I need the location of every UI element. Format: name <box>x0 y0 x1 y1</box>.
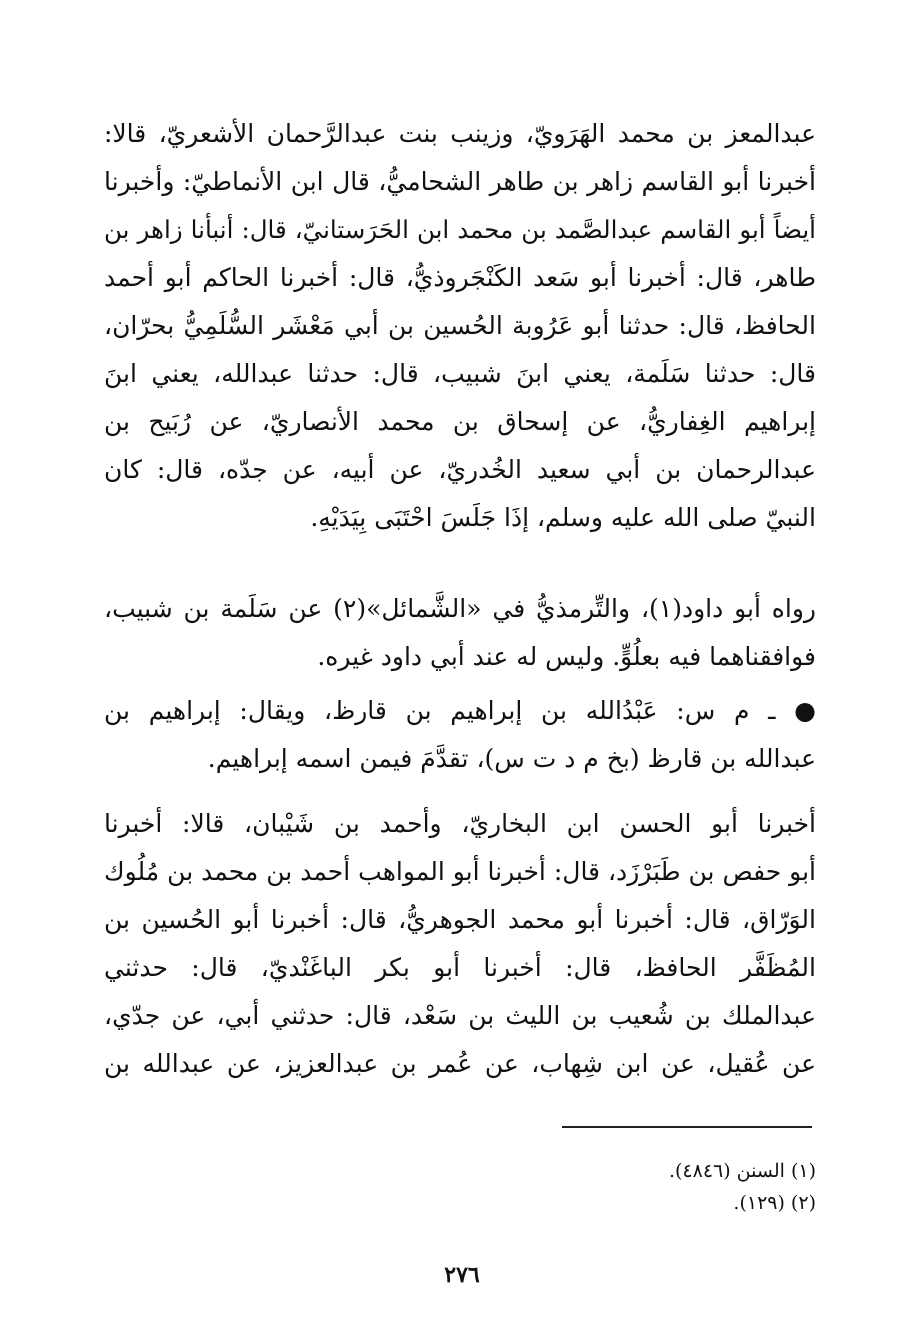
paragraph-isnad-1 <box>104 110 816 542</box>
text-line: فوافقناهما فيه بعلُوٍّ. وليس له عند أبي داود غيره. <box>317 642 816 671</box>
paragraph-takhrij <box>104 585 816 681</box>
text-line: الوَرّاق، قال: أخبرنا أبو محمد الجوهريُّ، قال: أخبرنا أبو الحُسين بن <box>104 905 816 934</box>
text-line: النبيّ صلى الله عليه وسلم، إذَا جَلَسَ احْتَبَى بِيَدَيْهِ. <box>310 503 816 532</box>
text-line: عبدالملك بن شُعيب بن الليث بن سَعْد، قال: حدثني أبي، عن جدّي، <box>104 1001 816 1030</box>
text-line: ● ـ م س: عَبْدُالله بن إبراهيم بن قارظ، ويقال: إبراهيم بن <box>104 696 816 725</box>
footnotes <box>560 1155 816 1219</box>
text-line: عبدالله بن قارظ (بخ م د ت س)، تقدَّمَ فيمن اسمه إبراهيم. <box>207 744 816 773</box>
page-number: ٢٧٦ <box>444 1262 480 1288</box>
text-line: قال: حدثنا سَلَمة، يعني ابنَ شبيب، قال: حدثنا عبدالله، يعني ابنَ <box>104 359 816 388</box>
text-line: أبو حفص بن طَبَرْزَد، قال: أخبرنا أبو المواهب أحمد بن محمد بن مُلُوك <box>104 857 816 886</box>
text-line: أيضاً أبو القاسم عبدالصَّمد بن محمد ابن الحَرَستانيّ، قال: أنبأنا زاهر بن <box>104 215 816 244</box>
text-line: أخبرنا أبو القاسم زاهر بن طاهر الشحاميُّ، قال ابن الأنماطيّ: وأخبرنا <box>104 167 816 196</box>
paragraph-isnad-2 <box>104 800 816 1088</box>
text-line: المُظَفَّر الحافظ، قال: أخبرنا أبو بكر الباغَنْديّ، قال: حدثني <box>104 953 816 982</box>
text-line: طاهر، قال: أخبرنا أبو سَعد الكَنْجَروذيُّ، قال: أخبرنا الحاكم أبو أحمد <box>104 263 816 292</box>
text-line: عبدالمعز بن محمد الهَرَويّ، وزينب بنت عبدالرَّحمان الأشعريّ، قالا: <box>104 119 816 148</box>
paragraph-biography-entry <box>104 687 816 783</box>
text-line: عن عُقيل، عن ابن شِهاب، عن عُمر بن عبدالعزيز، عن عبدالله بن <box>104 1049 816 1078</box>
footnote-2: (٢) (١٢٩). <box>733 1192 816 1214</box>
text-line: الحافظ، قال: حدثنا أبو عَرُوبة الحُسين بن أبي مَعْشَر السُّلَمِيُّ بحرّان، <box>104 311 816 340</box>
text-line: رواه أبو داود(١)، والتِّرمذيُّ في «الشَّمائل»(٢) عن سَلَمة بن شبيب، <box>104 594 816 623</box>
text-line: عبدالرحمان بن أبي سعيد الخُدريّ، عن أبيه، عن جدّه، قال: كان <box>104 455 816 484</box>
footnote-divider <box>562 1126 812 1128</box>
footnote-1: (١) السنن (٤٨٤٦). <box>668 1160 816 1182</box>
text-line: إبراهيم الغِفاريُّ، عن إسحاق بن محمد الأنصاريّ، عن رُبَيح بن <box>104 407 816 436</box>
text-line: أخبرنا أبو الحسن ابن البخاريّ، وأحمد بن شَيْبان، قالا: أخبرنا <box>104 809 816 838</box>
